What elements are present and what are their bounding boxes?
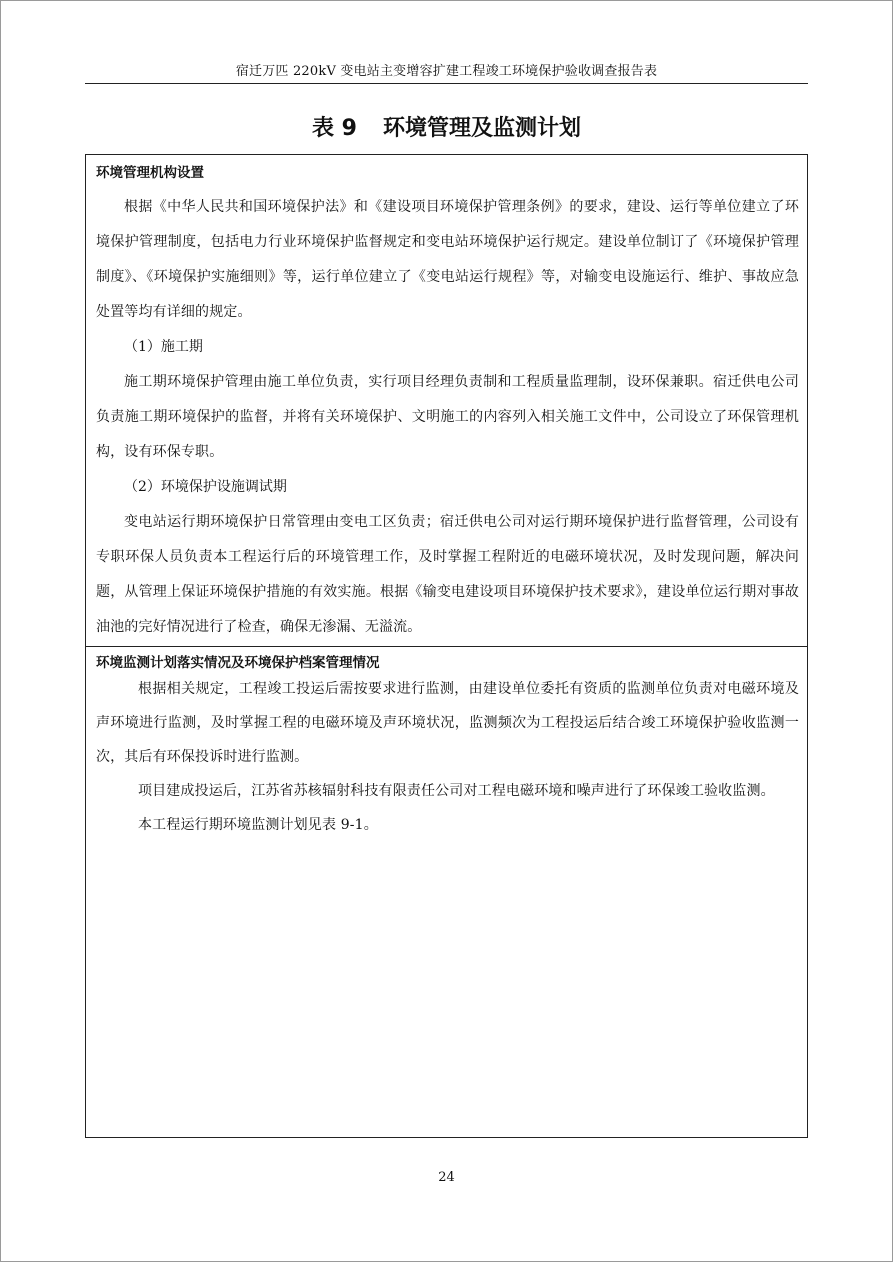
table-title (85, 114, 808, 144)
trial-period-label: （2）环境保护设施调试期 (124, 479, 287, 495)
table-title-text: 环境管理及监测计划 (382, 116, 581, 141)
construction-period-paragraph: 施工期环境保护管理由施工单位负责，实行项目经理负责制和工程质量监理制，设环保兼职。宿迁供电公司负责施工期环境保护的监督，并将有关环境保护、文明施工的内容列入相关施工文件中，公司设立了环保管理机构，设有环保专职。 (96, 374, 799, 460)
monitoring-paragraph-1: 根据相关规定，工程竣工投运后需按要求进行监测，由建设单位委托有资质的监测单位负责对电磁环境及声环境进行监测，及时掌握工程的电磁环境及声环境状况，监测频次为工程投运后结合竣工环境保护验收监测一次，其后有环保投诉时进行监测。 (96, 681, 799, 765)
table-number: 表 9 (312, 116, 357, 141)
monitoring-section (86, 647, 807, 1137)
monitoring-heading: 环境监测计划落实情况及环境保护档案管理情况 (96, 655, 380, 671)
management-heading: 环境管理机构设置 (96, 165, 204, 181)
management-intro-paragraph: 根据《中华人民共和国环境保护法》和《建设项目环境保护管理条例》的要求，建设、运行等单位建立了环境保护管理制度，包括电力行业环境保护监督规定和变电站环境保护运行规定。建设单位制订了《环境保护管理制度》、《环境保护实施细则》等，运行单位建立了《变电站运行规程》等，对输变电设施运行、维护、事故应急处置等均有详细的规定。 (96, 199, 799, 320)
header-divider (85, 83, 808, 84)
construction-period-label: （1）施工期 (124, 339, 203, 355)
management-section (86, 155, 807, 647)
trial-period-paragraph: 变电站运行期环境保护日常管理由变电工区负责；宿迁供电公司对运行期环境保护进行监督管理，公司设有专职环保人员负责本工程运行后的环境管理工作，及时掌握工程附近的电磁环境状况，及时发现问题，解决问题，从管理上保证环境保护措施的有效实施。根据《输变电建设项目环境保护技术要求》，建设单位运行期对事故油池的完好情况进行了检查，确保无渗漏、无溢流。 (96, 514, 799, 635)
monitoring-paragraph-2: 项目建成投运后，江苏省苏核辐射科技有限责任公司对工程电磁环境和噪声进行了环保竣工验收监测。 (138, 783, 775, 799)
report-table (85, 154, 808, 1138)
monitoring-paragraph-3: 本工程运行期环境监测计划见表 9-1。 (138, 817, 378, 833)
running-header: 宿迁万匹 220kV 变电站主变增容扩建工程竣工环境保护验收调查报告表 (235, 64, 658, 79)
page-number: 24 (438, 1170, 455, 1185)
